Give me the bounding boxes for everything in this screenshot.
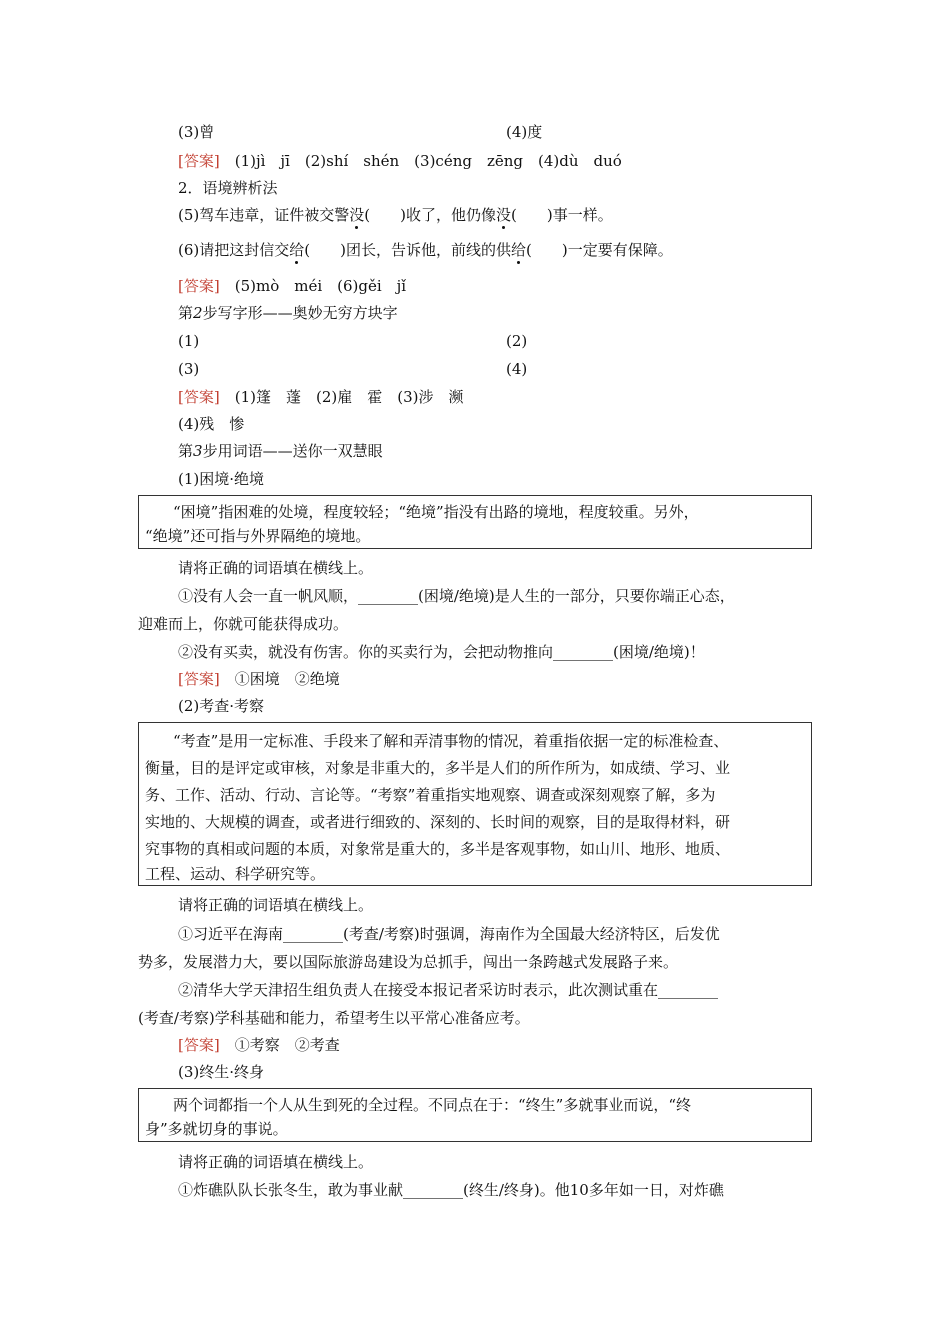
step-number: 2 [193,304,203,322]
q6-text-b: ( )团长，告诉他，前线的供 [304,241,511,259]
step-title-post: 步用词语——送你一双慧眼 [202,442,383,460]
item-1: (1) [178,332,200,350]
definition-line: 工程、运动、科学研究等。 [145,865,326,883]
item-4: (4)度 [506,123,543,141]
word-pair-1-definition-box [138,495,812,549]
item-4: (4) [506,360,528,378]
definition-line: 实地的、大规模的调查，或者进行细致的、深刻的、长时间的观察，目的是取得材料，研 [145,813,731,831]
w1-question-1-line-2: 迎难而上，你就可能获得成功。 [138,615,349,633]
answer-line-2 [178,276,406,296]
item-3: (3)曾 [178,123,215,141]
step-number: 3 [193,442,203,460]
q6-dotted-char-2: 给 [510,241,526,259]
q6-text-c: ( )一定要有保障。 [526,241,673,259]
answer-line-3 [178,387,463,407]
answer-label: [答案] [178,670,220,688]
step-2-title [178,303,398,323]
definition-line: “考查”是用一定标准、手段来了解和弄清事物的情况，着重指依据一定的标准检查、 [173,732,729,750]
answer-text: ①考察 ②考查 [234,1036,340,1054]
answer-line-3b: (4)残 惨 [178,415,245,433]
definition-line: 究事物的真相或问题的本质，对象常是重大的，多半是客观事物，如山川、地形、地质、 [145,840,731,858]
answer-line-4 [178,669,340,689]
w3-question-1: ①炸礁队队长张冬生，敢为事业献________(终生/终身)。他10多年如一日，对炸礁 [178,1181,724,1199]
answer-label: [答案] [178,388,220,406]
instruction: 请将正确的词语填在横线上。 [178,896,374,914]
q5-text-b: ( )收了，他仍像 [364,206,496,224]
question-5 [178,205,613,225]
step-title-pre: 第 [178,442,194,460]
q5-text-a: (5)驾车违章，证件被交警 [178,206,350,224]
answer-line-5 [178,1035,340,1055]
definition-line: “绝境”还可指与外界隔绝的境地。 [145,527,371,545]
w1-question-2: ②没有买卖，就没有伤害。你的买卖行为，会把动物推向________(困境/绝境)！ [178,643,705,661]
answer-text: ①困境 ②绝境 [234,670,340,688]
question-6 [178,240,673,260]
word-pair-3-definition-box [138,1088,812,1142]
answer-label: [答案] [178,277,220,295]
item-3: (3) [178,360,200,378]
step-3-title [178,441,383,461]
definition-line: 务、工作、活动、行动、言论等。“考察”着重指实地观察、调查或深刻观察了解，多为 [145,786,716,804]
word-pair-2-title: (2)考查·考察 [178,697,265,715]
w2-question-1-line-2: 势多，发展潜力大，要以国际旅游岛建设为总抓手，闯出一条跨越式发展路子来。 [138,953,679,971]
answer-text: (1)jì jī (2)shí shén (3)céng zēng (4)dù duó [234,152,622,170]
q5-text-c: ( )事一样。 [511,206,613,224]
answer-line-1 [178,151,622,171]
q6-dotted-char-1: 给 [289,241,305,259]
method-heading: 2．语境辨析法 [178,179,278,197]
instruction: 请将正确的词语填在横线上。 [178,559,374,577]
definition-line: 衡量，目的是评定或审核，对象是非重大的，多半是人们的所作所为，如成绩、学习、业 [145,759,731,777]
w1-question-1-line-1: ①没有人会一直一帆风顺，________(困境/绝境)是人生的一部分，只要你端正心态， [178,587,735,605]
definition-line: “困境”指困难的处境，程度较轻；“绝境”指没有出路的境地，程度较重。另外， [173,503,699,521]
w2-question-1-line-1: ①习近平在海南________(考查/考察)时强调，海南作为全国最大经济特区，后发优 [178,925,720,943]
q5-dotted-char-1: 没 [349,206,365,224]
word-pair-3-title: (3)终生·终身 [178,1063,265,1081]
instruction: 请将正确的词语填在横线上。 [178,1153,374,1171]
definition-line: 两个词都指一个人从生到死的全过程。不同点在于：“终生”多就事业而说，“终 [173,1096,692,1114]
answer-label: [答案] [178,1036,220,1054]
answer-label: [答案] [178,152,220,170]
word-pair-2-definition-box [138,722,812,886]
step-title-post: 步写字形——奥妙无穷方块字 [202,304,398,322]
q5-dotted-char-2: 没 [495,206,511,224]
w2-question-2-line-1: ②清华大学天津招生组负责人在接受本报记者采访时表示，此次测试重在________ [178,981,719,999]
definition-line: 身”多就切身的事说。 [145,1120,288,1138]
answer-text: (5)mò méi (6)gěi jǐ [234,277,407,295]
w2-question-2-line-2: (考查/考察)学科基础和能力，希望考生以平常心准备应考。 [138,1009,530,1027]
word-pair-1-title: (1)困境·绝境 [178,470,265,488]
item-2: (2) [506,332,528,350]
answer-text: (1)篷 蓬 (2)雇 霍 (3)涉 濒 [234,388,464,406]
q6-text-a: (6)请把这封信交 [178,241,290,259]
step-title-pre: 第 [178,304,194,322]
